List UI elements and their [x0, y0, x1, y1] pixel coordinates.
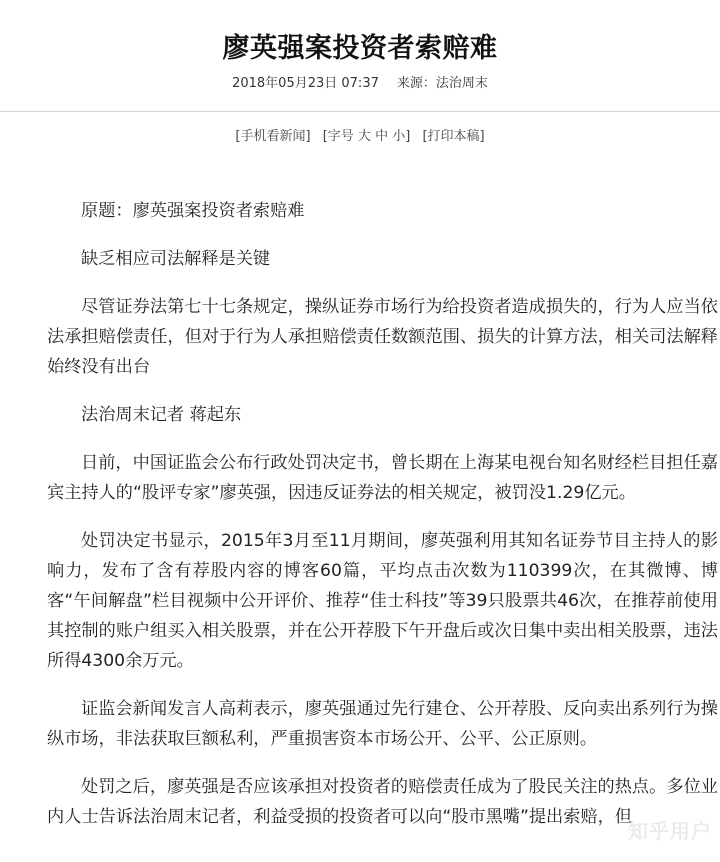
article-paragraph: 缺乏相应司法解释是关键 [81, 249, 271, 269]
font-small-button[interactable]: 小] [392, 129, 411, 144]
page-title: 廖英强案投资者索赔难 [222, 33, 498, 64]
header-divider [0, 111, 720, 112]
publish-date: 2018年05月23日 07:37 [232, 76, 379, 91]
article-paragraph: 原题：廖英强案投资者索赔难 [81, 201, 305, 221]
article-paragraph: 尽管证券法第七十七条规定，操纵证券市场行为给投资者造成损失的，行为人应当依法承担赔偿责任，但对于行为人承担赔偿责任数额范围、损失的计算方法，相关司法解释始终没有出台 [47, 297, 718, 377]
mobile-news-link[interactable]: [手机看新闻] [235, 129, 311, 144]
article-paragraph: 日前，中国证监会公布行政处罚决定书，曾长期在上海某电视台知名财经栏目担任嘉宾主持人的“股评专家”廖英强，因违反证券法的相关规定，被罚没1.29亿元。 [47, 453, 718, 503]
article-toolbar [0, 125, 720, 144]
article-header [0, 0, 720, 144]
print-link[interactable]: [打印本稿] [422, 129, 485, 144]
font-medium-button[interactable]: 中 [375, 129, 389, 144]
zhihu-watermark: 知乎用户 [628, 819, 712, 843]
article-paragraph: 处罚之后，廖英强是否应该承担对投资者的赔偿责任成为了股民关注的热点。多位业内人士告诉法治周末记者，利益受损的投资者可以向“股市黑嘴”提出索赔，但 [47, 777, 718, 827]
article-paragraph: 法治周末记者 蒋起东 [81, 405, 242, 425]
article-paragraph: 证监会新闻发言人高莉表示，廖英强通过先行建仓、公开荐股、反向卖出系列行为操纵市场，非法获取巨额私利，严重损害资本市场公开、公平、公正原则。 [47, 699, 718, 749]
source-name: 法治周末 [435, 76, 488, 91]
font-size-label: [字号 [322, 129, 354, 144]
font-size-control [323, 125, 411, 144]
source-label: 来源： [396, 76, 436, 91]
article-paragraph: 处罚决定书显示，2015年3月至11月期间，廖英强利用其知名证券节目主持人的影响力，发布了含有荐股内容的博客60篇，平均点击次数为110399次，在其微博、博客“午间解盘”栏目视频中公开评价、推荐“佳士科技”等39只股票共46次，在推荐前使用其控制的账户组买入相关股票，并在公开荐股下午开盘后或次日集中卖出相关股票，违法所得4300余万元。 [47, 531, 718, 671]
article-meta [0, 72, 720, 91]
font-large-button[interactable]: 大 [357, 129, 371, 144]
article-body [0, 196, 720, 850]
